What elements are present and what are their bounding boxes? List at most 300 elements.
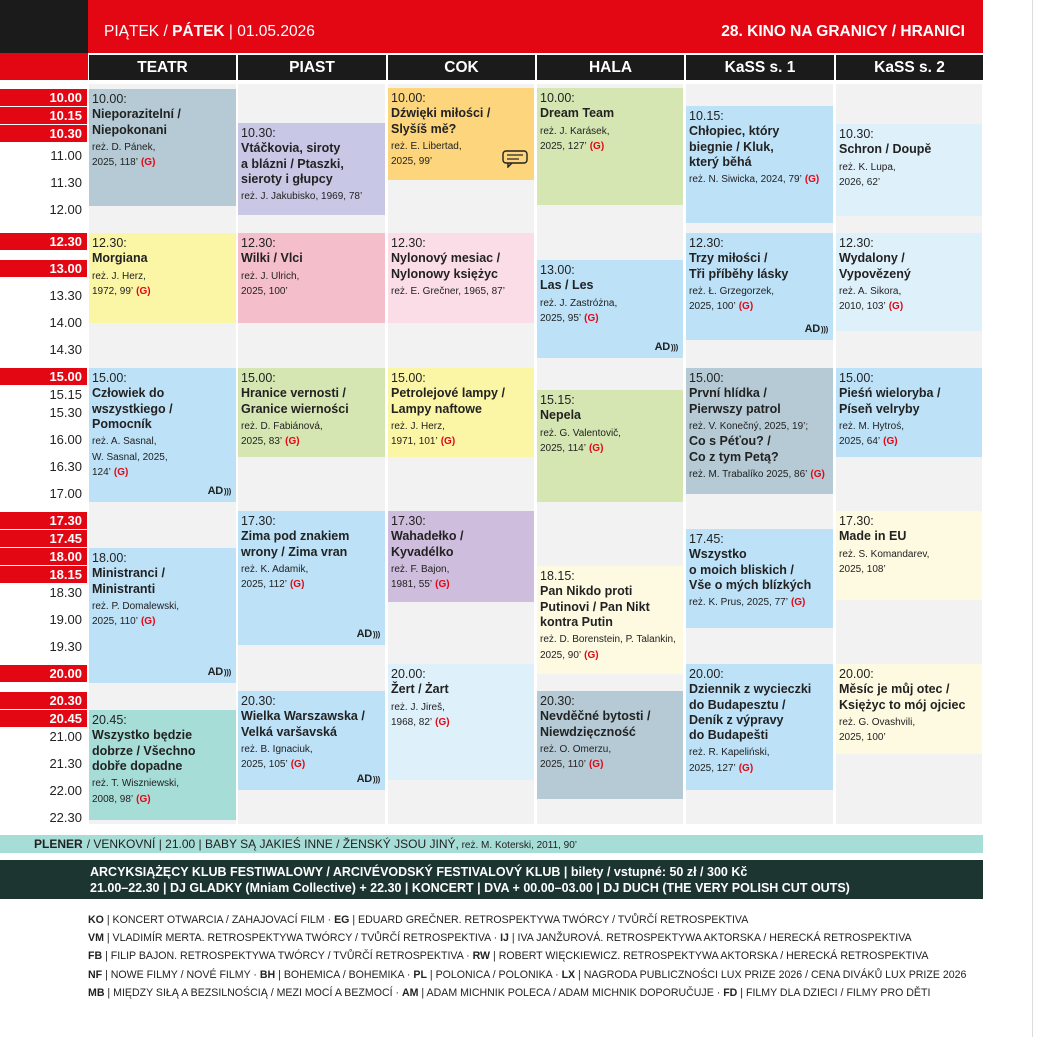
event-title-line: Měsíc je můj otec /: [839, 682, 950, 697]
event-time: 12.30:: [92, 236, 127, 250]
event-title-line: Slyšíš mě?: [391, 121, 457, 136]
credit-line: 2025, 105’: [241, 759, 288, 771]
time-label: 22.30: [49, 810, 82, 825]
credit-line: reż. A. Sasnal,: [92, 436, 157, 447]
legend-desc: EDUARD GREČNER. RETROSPEKTYWA TWÓRCY / TVŮRČÍ RETROSPEKTIVA: [358, 914, 749, 926]
event-title-line: do Budapešti: [689, 728, 769, 742]
g-marker: (G): [140, 616, 156, 628]
venue-header-2: COK: [388, 55, 535, 80]
ad-label: AD: [356, 627, 372, 640]
event-title-line: Schron / Doupě: [839, 142, 932, 157]
credit-line: reż. S. Komandarev,: [839, 548, 930, 560]
event-title-line: Niewdzięczność: [540, 724, 636, 739]
event-title-line: Nepela: [540, 408, 581, 423]
credit-line: 2008, 98’: [92, 793, 134, 805]
credit-line: reż. J. Herz,: [92, 270, 146, 282]
event-time: 18.00:: [92, 551, 127, 565]
credit-line: reż. M. Trabalíko 2025, 86’: [689, 468, 808, 480]
credit-line: reż. B. Ignaciuk,: [241, 743, 313, 755]
credit-line: reż. F. Bajon,: [391, 563, 450, 575]
event-card[interactable]: [89, 233, 236, 323]
event-credits: [241, 562, 382, 593]
event-credits: [241, 189, 382, 205]
credit-line: reż. M. Hytroś,: [839, 420, 905, 432]
event-card[interactable]: [238, 233, 385, 323]
event-title-line: Vše o mých blízkých: [689, 577, 812, 592]
legend-desc: MIĘDZY SIŁĄ A BEZSILNOŚCIĄ / MEZI MOCÍ A BEZMOCÍ: [113, 986, 393, 999]
event-credits: [689, 284, 830, 315]
event-time: 17.30:: [839, 514, 874, 528]
legend-pipe: |: [490, 950, 499, 963]
time-label: 21.30: [49, 756, 82, 771]
time-label: 12.00: [49, 202, 82, 217]
legend-separator: ·: [392, 986, 402, 999]
day-pl: PIĄTEK: [104, 23, 160, 40]
credit-line: 2025, 112’: [241, 579, 287, 591]
event-card[interactable]: [686, 106, 833, 223]
event-credits: [241, 269, 382, 300]
g-marker: (G): [584, 649, 599, 661]
legend-desc: POLONICA / POLONIKA: [435, 968, 553, 981]
event-time: 10.00:: [92, 92, 127, 106]
venue-header-4: KaSS s. 1: [686, 55, 834, 80]
legend-desc: IVA JANŽUROVÁ. RETROSPEKTYWA AKTORSKA / HERECKÁ RETROSPEKTIVA: [517, 932, 912, 945]
g-marker: (G): [589, 141, 605, 152]
ad-label: AD: [207, 484, 223, 497]
event-time: 15.00:: [689, 371, 724, 385]
event-title-line: do Budapesztu /: [689, 697, 786, 712]
event-title-line: Las / Les: [540, 278, 594, 293]
event-credits: [839, 715, 979, 746]
credit-line: 2025, 100’: [241, 286, 288, 297]
event-title-line: Pierwszy patrol: [689, 401, 781, 416]
ad-label: AD: [654, 340, 670, 353]
g-marker: (G): [588, 443, 604, 454]
legend-code: PL: [413, 968, 427, 981]
event-card[interactable]: [836, 368, 982, 457]
credit-line: 2025, 127’: [540, 141, 587, 152]
legend-pipe: |: [508, 932, 518, 945]
credit-line: 2025, 118’: [92, 157, 138, 169]
event-card[interactable]: [686, 529, 833, 628]
g-marker: (G): [285, 436, 300, 448]
sound-waves-icon: ))): [372, 629, 380, 639]
event-credits: [689, 467, 830, 483]
credit-line: 2025, 114’: [540, 443, 586, 454]
legend-code: LX: [561, 968, 576, 981]
event-card[interactable]: [686, 664, 833, 790]
event-credits: [540, 426, 680, 457]
legend-desc: NOWE FILMY / NOVÉ FILMY: [110, 968, 251, 981]
event-time: 15.00:: [839, 371, 874, 385]
time-label: 15.30: [49, 405, 82, 420]
event-card[interactable]: [388, 368, 534, 457]
event-time: 20.45:: [92, 713, 127, 727]
event-card[interactable]: [686, 368, 833, 494]
venue-header-3: HALA: [537, 55, 684, 80]
legend: [88, 911, 966, 1002]
event-title-line: biegnie / Kluk,: [689, 139, 774, 154]
event-title-line: Pomocník: [92, 416, 152, 431]
event-card[interactable]: [388, 233, 534, 323]
legend-row: [88, 947, 966, 965]
event-time: 15.15:: [540, 393, 575, 407]
credit-line: 1972, 99’: [92, 286, 134, 297]
g-marker: (G): [883, 436, 898, 448]
credit-line: reż. J. Herz,: [391, 420, 445, 432]
event-title-line: Vypovězený: [839, 266, 911, 281]
event-credits: [689, 745, 830, 776]
event-title-line: Nylonový mesiac /: [391, 251, 501, 266]
subtitles-chat-icon: [502, 150, 528, 168]
legend-separator: ·: [552, 968, 562, 981]
event-time: 17.45:: [689, 532, 724, 546]
event-title-line: Co z tym Petą?: [689, 449, 779, 464]
event-credits: [540, 124, 680, 155]
time-label: 12.30: [0, 233, 87, 250]
time-label: 10.30: [0, 125, 87, 142]
event-card[interactable]: [238, 691, 385, 790]
legend-code: EG: [334, 914, 350, 926]
legend-separator: ·: [463, 950, 473, 963]
credit-line: reż. Ł. Grzegorzek,: [689, 285, 775, 297]
event-title-line: Co s Péťou? /: [689, 434, 771, 449]
time-label: 16.00: [49, 432, 82, 447]
event-credits: [839, 547, 979, 578]
event-title-line: Dźwięki miłości /: [391, 106, 491, 121]
event-credits: [92, 776, 233, 807]
event-time: 17.30:: [391, 514, 426, 528]
time-label: 22.00: [49, 783, 82, 798]
credit-line: 1981, 55’: [391, 579, 433, 591]
legend-pipe: |: [104, 986, 114, 999]
time-label: 18.00: [0, 548, 87, 565]
g-marker: (G): [804, 174, 820, 185]
event-title-line: wrony / Zima vran: [241, 544, 348, 559]
event-title-line: Dziennik z wycieczki: [689, 682, 812, 697]
credit-line: 2025, 110’: [540, 759, 586, 771]
event-credits: [689, 595, 830, 611]
event-title-line: který běhá: [689, 154, 752, 169]
legend-pipe: |: [737, 986, 746, 999]
credit-line: reż. N. Siwicka, 2024, 79’: [689, 174, 802, 185]
event-title-line: Wielka Warszawska /: [241, 709, 365, 724]
event-title-line: a blázni / Ptaszki,: [241, 156, 344, 171]
event-credits: [92, 269, 233, 300]
credit-line: reż. D. Fabiánová,: [241, 420, 323, 432]
event-title-line: Księżyc to mój ojciec: [839, 697, 966, 712]
legend-desc: BOHEMICA / BOHEMIKA: [283, 968, 404, 981]
credit-line: 2025, 99’: [391, 156, 433, 168]
event-title-line: Žert / Żart: [391, 682, 449, 697]
event-card[interactable]: [537, 566, 683, 674]
event-title-line: Nylonowy księżyc: [391, 266, 498, 281]
event-title-line: Píseň velryby: [839, 401, 920, 416]
event-credits: [689, 172, 830, 188]
sound-waves-icon: ))): [820, 324, 828, 334]
club-line-2: 21.00–22.30 | DJ GLADKY (Mniam Collective) + 22.30 | KONCERT | DVA + 00.00–03.00 | DJ DUCH (THE VERY POLISH CUT OUTS): [90, 881, 850, 895]
event-card[interactable]: [89, 710, 236, 820]
time-label: 20.45: [0, 710, 87, 727]
time-label: 14.00: [49, 315, 82, 330]
g-marker: (G): [290, 759, 306, 771]
credit-line: 124’: [92, 467, 111, 478]
event-credits: [391, 284, 531, 300]
time-label: 10.00: [0, 89, 87, 106]
time-label: 16.30: [49, 459, 82, 474]
ad-label: AD: [804, 322, 820, 335]
credit-line: 2026, 62’: [839, 177, 881, 188]
credit-line: reż. J. Karásek,: [540, 125, 610, 137]
event-credits: [241, 419, 382, 450]
event-title-line: Ministranti: [92, 581, 156, 596]
sound-waves-icon: ))): [223, 486, 231, 496]
time-label: 21.00: [49, 729, 82, 744]
sound-waves-icon: ))): [372, 774, 380, 784]
event-card[interactable]: [836, 664, 982, 754]
credit-line: reż. J. Zastróżna,: [540, 297, 618, 309]
event-title-line: Putinovi / Pan Nikt: [540, 599, 650, 614]
credit-line: reż. O. Omerzu,: [540, 743, 612, 755]
credit-line: 1968, 82’: [391, 717, 433, 728]
venue-header-1: PIAST: [238, 55, 386, 80]
event-time: 12.30:: [391, 236, 426, 250]
event-title-line: Petrolejové lampy /: [391, 386, 505, 401]
credit-line: 1971, 101’: [391, 436, 438, 448]
credit-line: reż. K. Lupa,: [839, 161, 896, 173]
g-marker: (G): [113, 467, 129, 478]
event-time: 20.00:: [391, 667, 426, 681]
event-time: 20.30:: [540, 694, 575, 708]
legend-separator: ·: [403, 968, 414, 981]
event-time: 12.30:: [689, 236, 724, 250]
g-marker: (G): [588, 759, 604, 771]
venue-header-0: TEATR: [89, 55, 236, 80]
event-credits: [540, 742, 680, 773]
event-title-line: Ministranci /: [92, 566, 165, 581]
time-label: 13.00: [0, 260, 87, 277]
event-title-line: Nieporazitelní /: [92, 107, 181, 122]
event-title-line: Velká varšavská: [241, 724, 337, 739]
legend-desc: VLADIMÍR MERTA. RETROSPEKTYWA TWÓRCY / TVŮRČÍ RETROSPEKTIVA: [112, 932, 491, 945]
header-bar: [88, 0, 983, 53]
legend-desc: FILIP BAJON. RETROSPEKTYWA TWÓRCY / TVŮRČÍ RETROSPEKTIVA: [110, 950, 464, 963]
event-time: 13.00:: [540, 263, 575, 277]
time-label: 20.30: [0, 692, 87, 709]
event-credits: [689, 419, 830, 435]
event-credits: [92, 434, 233, 481]
event-title-line: Lampy naftowe: [391, 401, 482, 416]
plener-text: / VENKOVNÍ | 21.00 | BABY SĄ JAKIEŚ INNE / ŽENSKÝ JSOU JINÝ,: [86, 837, 459, 851]
legend-code: BH: [259, 968, 276, 981]
credit-line: reż. G. Valentovič,: [540, 427, 621, 439]
legend-row: [88, 911, 966, 929]
credit-line: W. Sasnal, 2025,: [92, 451, 168, 463]
legend-row: [88, 966, 966, 984]
event-title-line: Made in EU: [839, 529, 907, 544]
credit-line: reż. E. Libertad,: [391, 140, 462, 152]
event-credits: [540, 632, 680, 663]
legend-separator: ·: [713, 986, 724, 999]
event-card[interactable]: [388, 511, 534, 602]
event-credits: [391, 700, 531, 731]
legend-desc: ROBERT WIĘCKIEWICZ. RETROSPEKTYWA AKTORSKA / HERECKÁ RETROSPEKTIVA: [498, 950, 929, 963]
g-marker: (G): [810, 468, 825, 480]
event-title-line: Niepokonani: [92, 122, 168, 137]
ad-label: AD: [356, 772, 372, 785]
time-label: 19.00: [49, 612, 82, 627]
event-title-line: Wszystko będzie: [92, 728, 193, 743]
header-black-block: [0, 0, 88, 53]
event-time: 12.30:: [839, 236, 874, 250]
credit-line: 2025, 83’: [241, 436, 283, 448]
legend-code: VM: [88, 932, 104, 945]
event-card[interactable]: [238, 511, 385, 645]
event-credits: [839, 160, 979, 191]
legend-code: FB: [88, 950, 103, 963]
time-label: 15.00: [0, 368, 87, 385]
credit-line: reż. J. Jakubisko, 1969, 78’: [241, 191, 363, 202]
venue-header-5: KaSS s. 2: [836, 55, 983, 80]
event-title-line: Człowiek do: [92, 386, 165, 401]
legend-code: FD: [723, 986, 738, 999]
time-label: 17.30: [0, 512, 87, 529]
plener-credit: reż. M. Koterski, 2011, 90’: [458, 840, 578, 851]
g-marker: (G): [289, 579, 305, 591]
legend-pipe: |: [102, 950, 111, 963]
event-credits: [839, 419, 979, 450]
event-time: 20.00:: [839, 667, 874, 681]
credit-line: 2025, 95’: [540, 313, 582, 324]
g-marker: (G): [140, 157, 156, 169]
event-title-line: Pan Nikdo proti: [540, 584, 633, 599]
legend-desc: KONCERT OTWARCIA / ZAHAJOVACÍ FILM: [112, 914, 325, 926]
legend-pipe: |: [426, 968, 436, 981]
event-time: 10.15:: [689, 109, 724, 123]
event-card[interactable]: [537, 390, 683, 502]
audio-description-icon: [357, 773, 380, 786]
legend-pipe: |: [575, 968, 584, 981]
credit-line: reż. D. Pánek,: [92, 141, 156, 153]
event-card[interactable]: [238, 123, 385, 215]
legend-separator: ·: [490, 932, 501, 945]
event-card[interactable]: [89, 368, 236, 502]
audio-description-icon: [208, 485, 231, 498]
event-credits: [839, 284, 979, 315]
event-title-line: Chłopiec, który: [689, 124, 780, 139]
credit-line: reż. A. Sikora,: [839, 285, 902, 297]
event-card[interactable]: [836, 233, 982, 331]
event-title-line: sieroty i głupcy: [241, 171, 333, 186]
legend-code: AM: [401, 986, 419, 999]
time-label: 18.15: [0, 566, 87, 583]
time-label: 17.00: [49, 486, 82, 501]
g-marker: (G): [738, 762, 754, 774]
credit-line: 2025, 100’: [689, 301, 736, 313]
header-red-block: [0, 53, 88, 80]
event-title-line: Wahadełko /: [391, 529, 464, 544]
event-title-line: Kyvadélko: [391, 544, 454, 559]
event-credits: [92, 140, 233, 171]
event-title-line: Wilki / Vlci: [241, 251, 303, 266]
event-title-line: dobrze / Všechno: [92, 743, 196, 758]
time-label: 20.00: [0, 665, 87, 682]
audio-description-icon: [655, 341, 678, 354]
time-label: 11.30: [50, 175, 82, 190]
legend-code: MB: [88, 986, 105, 999]
event-title-line: Deník z výpravy: [689, 712, 784, 727]
event-time: 10.30:: [241, 126, 276, 140]
credit-line: reż. J. Jireš,: [391, 701, 445, 713]
g-marker: (G): [435, 579, 450, 591]
event-card[interactable]: [388, 664, 534, 780]
event-time: 10.30:: [839, 127, 874, 141]
legend-desc: ADAM MICHNIK POLECA / ADAM MICHNIK DOPORUČUJE: [426, 986, 714, 999]
event-time: 15.00:: [241, 371, 276, 385]
event-time: 10.00:: [391, 91, 426, 105]
event-time: 18.15:: [540, 569, 575, 583]
sound-waves-icon: ))): [223, 667, 231, 677]
festival-club-bar: [0, 860, 983, 899]
plener-label: PLENER: [34, 837, 83, 851]
credit-line: reż. P. Domalewski,: [92, 600, 180, 612]
event-card[interactable]: [537, 260, 683, 358]
legend-code: IJ: [500, 932, 509, 945]
g-marker: (G): [888, 301, 904, 313]
event-title-line: Dream Team: [540, 106, 615, 121]
time-label: 13.30: [49, 288, 82, 303]
event-title-line: Nevděčné bytosti /: [540, 709, 651, 724]
credit-line: 2025, 108’: [839, 564, 886, 575]
event-card[interactable]: [89, 89, 236, 206]
credit-line: 2025, 100’: [839, 732, 886, 744]
g-marker: (G): [584, 313, 599, 324]
event-time: 20.30:: [241, 694, 276, 708]
event-credits: [92, 599, 233, 630]
time-label: 17.45: [0, 530, 87, 547]
event-title-line: dobře dopadne: [92, 758, 183, 773]
credit-line: reż. V. Konečný, 2025, 19’;: [689, 420, 809, 432]
legend-code: KO: [88, 914, 104, 926]
time-label: 11.00: [50, 148, 82, 163]
credit-line: reż. T. Wiszniewski,: [92, 778, 180, 789]
event-credits: [241, 742, 382, 773]
credit-line: reż. R. Kapeliński,: [689, 747, 770, 759]
credit-line: 2025, 90’: [540, 649, 582, 661]
g-marker: (G): [136, 793, 151, 805]
event-title-line: Hranice vernosti /: [241, 386, 346, 401]
credit-line: reż. K. Prus, 2025, 77’: [689, 597, 788, 608]
event-card[interactable]: [537, 88, 683, 205]
event-card[interactable]: [836, 124, 982, 216]
club-line-1: ARCYKSIĄŻĘCY KLUB FESTIWALOWY / ARCIVÉVODSKÝ FESTIVALOVÝ KLUB | bilety / vstupné: 50 zł / 300 Kč: [90, 865, 748, 879]
legend-separator: ·: [250, 968, 260, 981]
credit-line: reż. G. Ovashvili,: [839, 716, 916, 728]
event-card[interactable]: [836, 511, 982, 600]
event-title-line: Vtáčkovia, siroty: [241, 141, 341, 156]
time-label: 19.30: [49, 639, 82, 654]
event-card[interactable]: [89, 548, 236, 683]
event-card[interactable]: [238, 368, 385, 457]
event-card[interactable]: [537, 691, 683, 799]
event-card[interactable]: [686, 233, 833, 340]
event-title-line: Morgiana: [92, 251, 148, 266]
legend-code: RW: [472, 950, 491, 963]
event-title-line: wszystkiego /: [92, 401, 173, 416]
audio-description-icon: [357, 628, 380, 641]
legend-desc: FILMY DLA DZIECI / FILMY PRO DĚTI: [745, 986, 931, 999]
day-cz: PÁTEK: [172, 23, 225, 40]
